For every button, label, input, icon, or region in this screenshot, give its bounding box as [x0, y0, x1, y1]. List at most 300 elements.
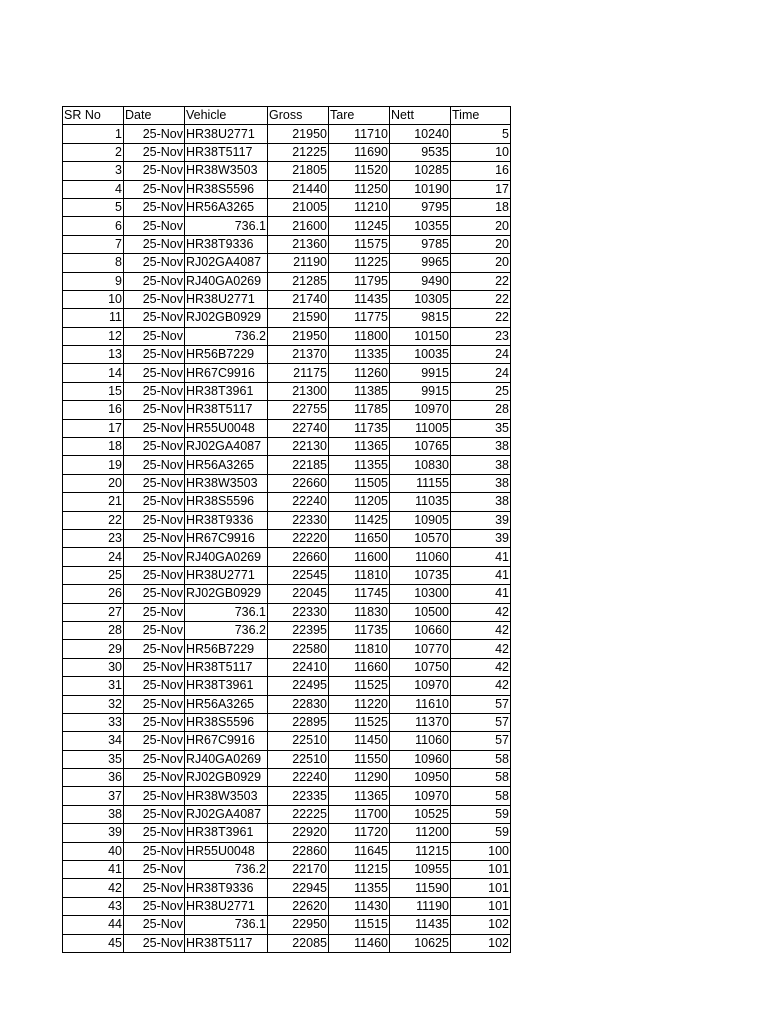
- tare-cell: 11260: [329, 364, 390, 382]
- table-row: [63, 438, 511, 456]
- sr-no-cell: 7: [63, 235, 124, 253]
- nett-cell: 10905: [390, 511, 451, 529]
- tare-cell: 11290: [329, 769, 390, 787]
- gross-cell: 21360: [268, 235, 329, 253]
- sr-no-cell: 33: [63, 713, 124, 731]
- time-cell: 42: [451, 677, 511, 695]
- vehicle-cell: 736.2: [185, 621, 268, 639]
- tare-cell: 11745: [329, 585, 390, 603]
- time-cell: 22: [451, 272, 511, 290]
- sr-no-cell: 19: [63, 456, 124, 474]
- vehicle-cell: HR38S5596: [185, 713, 268, 731]
- vehicle-cell: RJ02GB0929: [185, 309, 268, 327]
- tare-cell: 11660: [329, 658, 390, 676]
- table-row: [63, 805, 511, 823]
- table-row: [63, 677, 511, 695]
- date-cell: 25-Nov: [124, 713, 185, 731]
- vehicle-cell: HR67C9916: [185, 529, 268, 547]
- time-cell: 101: [451, 879, 511, 897]
- header-nett: Nett: [390, 107, 451, 125]
- time-cell: 18: [451, 198, 511, 216]
- date-cell: 25-Nov: [124, 364, 185, 382]
- gross-cell: 21285: [268, 272, 329, 290]
- table-row: [63, 566, 511, 584]
- gross-cell: 22225: [268, 805, 329, 823]
- sr-no-cell: 4: [63, 180, 124, 198]
- gross-cell: 21600: [268, 217, 329, 235]
- sr-no-cell: 2: [63, 143, 124, 161]
- nett-cell: 11155: [390, 474, 451, 492]
- sr-no-cell: 39: [63, 824, 124, 842]
- gross-cell: 21370: [268, 346, 329, 364]
- vehicle-cell: RJ02GB0929: [185, 585, 268, 603]
- tare-cell: 11550: [329, 750, 390, 768]
- sr-no-cell: 15: [63, 382, 124, 400]
- date-cell: 25-Nov: [124, 180, 185, 198]
- nett-cell: 11590: [390, 879, 451, 897]
- tare-cell: 11775: [329, 309, 390, 327]
- nett-cell: 11190: [390, 897, 451, 915]
- vehicle-cell: HR38W3503: [185, 787, 268, 805]
- vehicle-cell: 736.1: [185, 916, 268, 934]
- gross-cell: 22945: [268, 879, 329, 897]
- table-row: [63, 290, 511, 308]
- time-cell: 42: [451, 640, 511, 658]
- gross-cell: 22895: [268, 713, 329, 731]
- gross-cell: 22495: [268, 677, 329, 695]
- table-row: [63, 548, 511, 566]
- header-tare: Tare: [329, 107, 390, 125]
- time-cell: 57: [451, 695, 511, 713]
- tare-cell: 11460: [329, 934, 390, 952]
- vehicle-cell: HR38W3503: [185, 474, 268, 492]
- header-date: Date: [124, 107, 185, 125]
- gross-cell: 21300: [268, 382, 329, 400]
- tare-cell: 11355: [329, 879, 390, 897]
- date-cell: 25-Nov: [124, 254, 185, 272]
- gross-cell: 21740: [268, 290, 329, 308]
- sr-no-cell: 24: [63, 548, 124, 566]
- nett-cell: 10525: [390, 805, 451, 823]
- gross-cell: 22580: [268, 640, 329, 658]
- tare-cell: 11220: [329, 695, 390, 713]
- gross-cell: 22920: [268, 824, 329, 842]
- date-cell: 25-Nov: [124, 750, 185, 768]
- date-cell: 25-Nov: [124, 217, 185, 235]
- time-cell: 42: [451, 658, 511, 676]
- gross-cell: 22740: [268, 419, 329, 437]
- tare-cell: 11645: [329, 842, 390, 860]
- time-cell: 42: [451, 621, 511, 639]
- vehicle-cell: HR55U0048: [185, 419, 268, 437]
- gross-cell: 21805: [268, 162, 329, 180]
- vehicle-cell: HR38U2771: [185, 125, 268, 143]
- date-cell: 25-Nov: [124, 419, 185, 437]
- time-cell: 39: [451, 511, 511, 529]
- time-cell: 101: [451, 897, 511, 915]
- table-row: [63, 474, 511, 492]
- vehicle-cell: HR67C9916: [185, 364, 268, 382]
- nett-cell: 10970: [390, 401, 451, 419]
- nett-cell: 10305: [390, 290, 451, 308]
- vehicle-cell: HR56B7229: [185, 640, 268, 658]
- time-cell: 28: [451, 401, 511, 419]
- time-cell: 41: [451, 566, 511, 584]
- gross-cell: 22410: [268, 658, 329, 676]
- nett-cell: 10625: [390, 934, 451, 952]
- table-row: [63, 180, 511, 198]
- sr-no-cell: 31: [63, 677, 124, 695]
- date-cell: 25-Nov: [124, 805, 185, 823]
- date-cell: 25-Nov: [124, 438, 185, 456]
- gross-cell: 21590: [268, 309, 329, 327]
- time-cell: 58: [451, 769, 511, 787]
- table-row: [63, 861, 511, 879]
- weighbridge-table: [62, 106, 511, 953]
- vehicle-cell: RJ02GA4087: [185, 805, 268, 823]
- sr-no-cell: 29: [63, 640, 124, 658]
- gross-cell: 22220: [268, 529, 329, 547]
- vehicle-cell: RJ02GA4087: [185, 438, 268, 456]
- date-cell: 25-Nov: [124, 732, 185, 750]
- nett-cell: 10970: [390, 677, 451, 695]
- tare-cell: 11205: [329, 493, 390, 511]
- table-row: [63, 272, 511, 290]
- vehicle-cell: HR38W3503: [185, 162, 268, 180]
- time-cell: 102: [451, 934, 511, 952]
- sr-no-cell: 14: [63, 364, 124, 382]
- sr-no-cell: 6: [63, 217, 124, 235]
- nett-cell: 10285: [390, 162, 451, 180]
- time-cell: 22: [451, 309, 511, 327]
- nett-cell: 11060: [390, 732, 451, 750]
- table-row: [63, 713, 511, 731]
- vehicle-cell: HR38T9336: [185, 879, 268, 897]
- tare-cell: 11700: [329, 805, 390, 823]
- table-row: [63, 621, 511, 639]
- tare-cell: 11430: [329, 897, 390, 915]
- nett-cell: 10190: [390, 180, 451, 198]
- nett-cell: 10660: [390, 621, 451, 639]
- vehicle-cell: HR38U2771: [185, 566, 268, 584]
- date-cell: 25-Nov: [124, 566, 185, 584]
- tare-cell: 11525: [329, 677, 390, 695]
- vehicle-cell: RJ40GA0269: [185, 272, 268, 290]
- vehicle-cell: HR56A3265: [185, 456, 268, 474]
- date-cell: 25-Nov: [124, 474, 185, 492]
- sr-no-cell: 45: [63, 934, 124, 952]
- nett-cell: 10950: [390, 769, 451, 787]
- table-row: [63, 254, 511, 272]
- time-cell: 38: [451, 493, 511, 511]
- gross-cell: 21950: [268, 125, 329, 143]
- tare-cell: 11650: [329, 529, 390, 547]
- gross-cell: 22510: [268, 750, 329, 768]
- gross-cell: 22130: [268, 438, 329, 456]
- table-row: [63, 511, 511, 529]
- time-cell: 10: [451, 143, 511, 161]
- table-row: [63, 529, 511, 547]
- gross-cell: 22620: [268, 897, 329, 915]
- nett-cell: 10240: [390, 125, 451, 143]
- date-cell: 25-Nov: [124, 511, 185, 529]
- gross-cell: 22660: [268, 548, 329, 566]
- time-cell: 38: [451, 456, 511, 474]
- gross-cell: 22755: [268, 401, 329, 419]
- gross-cell: 22045: [268, 585, 329, 603]
- table-row: [63, 401, 511, 419]
- vehicle-cell: HR56A3265: [185, 198, 268, 216]
- gross-cell: 22185: [268, 456, 329, 474]
- time-cell: 24: [451, 346, 511, 364]
- vehicle-cell: HR38T3961: [185, 677, 268, 695]
- vehicle-cell: HR38T9336: [185, 235, 268, 253]
- date-cell: 25-Nov: [124, 529, 185, 547]
- nett-cell: 10035: [390, 346, 451, 364]
- vehicle-cell: HR38T5117: [185, 143, 268, 161]
- vehicle-cell: RJ40GA0269: [185, 750, 268, 768]
- time-cell: 41: [451, 585, 511, 603]
- time-cell: 22: [451, 290, 511, 308]
- sr-no-cell: 32: [63, 695, 124, 713]
- nett-cell: 11200: [390, 824, 451, 842]
- sr-no-cell: 13: [63, 346, 124, 364]
- sr-no-cell: 23: [63, 529, 124, 547]
- table-row: [63, 217, 511, 235]
- sr-no-cell: 38: [63, 805, 124, 823]
- nett-cell: 10960: [390, 750, 451, 768]
- tare-cell: 11365: [329, 787, 390, 805]
- gross-cell: 22085: [268, 934, 329, 952]
- time-cell: 59: [451, 805, 511, 823]
- table-row: [63, 879, 511, 897]
- time-cell: 20: [451, 254, 511, 272]
- vehicle-cell: HR38T5117: [185, 401, 268, 419]
- nett-cell: 10750: [390, 658, 451, 676]
- date-cell: 25-Nov: [124, 346, 185, 364]
- date-cell: 25-Nov: [124, 658, 185, 676]
- vehicle-cell: HR38U2771: [185, 897, 268, 915]
- vehicle-cell: HR38T5117: [185, 934, 268, 952]
- gross-cell: 21175: [268, 364, 329, 382]
- vehicle-cell: 736.2: [185, 861, 268, 879]
- gross-cell: 22660: [268, 474, 329, 492]
- tare-cell: 11365: [329, 438, 390, 456]
- tare-cell: 11245: [329, 217, 390, 235]
- gross-cell: 22950: [268, 916, 329, 934]
- table-row: [63, 364, 511, 382]
- gross-cell: 21190: [268, 254, 329, 272]
- nett-cell: 10955: [390, 861, 451, 879]
- time-cell: 38: [451, 438, 511, 456]
- table-row: [63, 916, 511, 934]
- tare-cell: 11575: [329, 235, 390, 253]
- sr-no-cell: 3: [63, 162, 124, 180]
- tare-cell: 11785: [329, 401, 390, 419]
- table-row: [63, 750, 511, 768]
- nett-cell: 9795: [390, 198, 451, 216]
- tare-cell: 11520: [329, 162, 390, 180]
- tare-cell: 11515: [329, 916, 390, 934]
- gross-cell: 22330: [268, 511, 329, 529]
- vehicle-cell: RJ02GB0929: [185, 769, 268, 787]
- date-cell: 25-Nov: [124, 290, 185, 308]
- gross-cell: 22545: [268, 566, 329, 584]
- date-cell: 25-Nov: [124, 769, 185, 787]
- date-cell: 25-Nov: [124, 143, 185, 161]
- table-row: [63, 382, 511, 400]
- vehicle-cell: HR38U2771: [185, 290, 268, 308]
- nett-cell: 9785: [390, 235, 451, 253]
- vehicle-cell: 736.1: [185, 217, 268, 235]
- time-cell: 100: [451, 842, 511, 860]
- table-row: [63, 235, 511, 253]
- time-cell: 5: [451, 125, 511, 143]
- sr-no-cell: 40: [63, 842, 124, 860]
- gross-cell: 21005: [268, 198, 329, 216]
- gross-cell: 21225: [268, 143, 329, 161]
- date-cell: 25-Nov: [124, 401, 185, 419]
- tare-cell: 11810: [329, 640, 390, 658]
- gross-cell: 22330: [268, 603, 329, 621]
- table-row: [63, 456, 511, 474]
- header-gross: Gross: [268, 107, 329, 125]
- gross-cell: 22395: [268, 621, 329, 639]
- nett-cell: 11215: [390, 842, 451, 860]
- date-cell: 25-Nov: [124, 640, 185, 658]
- tare-cell: 11830: [329, 603, 390, 621]
- date-cell: 25-Nov: [124, 456, 185, 474]
- time-cell: 20: [451, 235, 511, 253]
- vehicle-cell: HR56A3265: [185, 695, 268, 713]
- vehicle-cell: HR38S5596: [185, 493, 268, 511]
- tare-cell: 11355: [329, 456, 390, 474]
- header-vehicle: Vehicle: [185, 107, 268, 125]
- date-cell: 25-Nov: [124, 934, 185, 952]
- vehicle-cell: HR38S5596: [185, 180, 268, 198]
- sr-no-cell: 18: [63, 438, 124, 456]
- time-cell: 41: [451, 548, 511, 566]
- tare-cell: 11810: [329, 566, 390, 584]
- date-cell: 25-Nov: [124, 272, 185, 290]
- table-row: [63, 658, 511, 676]
- sr-no-cell: 41: [63, 861, 124, 879]
- vehicle-cell: HR38T3961: [185, 824, 268, 842]
- time-cell: 16: [451, 162, 511, 180]
- sr-no-cell: 5: [63, 198, 124, 216]
- nett-cell: 9915: [390, 382, 451, 400]
- table-row: [63, 143, 511, 161]
- vehicle-cell: 736.2: [185, 327, 268, 345]
- nett-cell: 10770: [390, 640, 451, 658]
- sr-no-cell: 26: [63, 585, 124, 603]
- tare-cell: 11210: [329, 198, 390, 216]
- nett-cell: 11370: [390, 713, 451, 731]
- tare-cell: 11800: [329, 327, 390, 345]
- table-row: [63, 897, 511, 915]
- time-cell: 59: [451, 824, 511, 842]
- tare-cell: 11225: [329, 254, 390, 272]
- table-row: [63, 327, 511, 345]
- date-cell: 25-Nov: [124, 548, 185, 566]
- table-row: [63, 603, 511, 621]
- vehicle-cell: 736.1: [185, 603, 268, 621]
- time-cell: 25: [451, 382, 511, 400]
- header-row: [63, 107, 511, 125]
- vehicle-cell: RJ02GA4087: [185, 254, 268, 272]
- date-cell: 25-Nov: [124, 824, 185, 842]
- sr-no-cell: 37: [63, 787, 124, 805]
- tare-cell: 11735: [329, 419, 390, 437]
- nett-cell: 9815: [390, 309, 451, 327]
- header-sr-no: SR No: [63, 107, 124, 125]
- header-time: Time: [451, 107, 511, 125]
- gross-cell: 22830: [268, 695, 329, 713]
- gross-cell: 21950: [268, 327, 329, 345]
- table-row: [63, 732, 511, 750]
- sr-no-cell: 1: [63, 125, 124, 143]
- date-cell: 25-Nov: [124, 842, 185, 860]
- vehicle-cell: RJ40GA0269: [185, 548, 268, 566]
- date-cell: 25-Nov: [124, 585, 185, 603]
- gross-cell: 22335: [268, 787, 329, 805]
- sr-no-cell: 22: [63, 511, 124, 529]
- vehicle-cell: HR67C9916: [185, 732, 268, 750]
- date-cell: 25-Nov: [124, 603, 185, 621]
- gross-cell: 22170: [268, 861, 329, 879]
- nett-cell: 10735: [390, 566, 451, 584]
- time-cell: 102: [451, 916, 511, 934]
- table-row: [63, 346, 511, 364]
- time-cell: 58: [451, 750, 511, 768]
- sr-no-cell: 16: [63, 401, 124, 419]
- tare-cell: 11385: [329, 382, 390, 400]
- nett-cell: 10150: [390, 327, 451, 345]
- time-cell: 38: [451, 474, 511, 492]
- tare-cell: 11215: [329, 861, 390, 879]
- tare-cell: 11795: [329, 272, 390, 290]
- tare-cell: 11505: [329, 474, 390, 492]
- gross-cell: 21440: [268, 180, 329, 198]
- table-row: [63, 695, 511, 713]
- vehicle-cell: HR38T5117: [185, 658, 268, 676]
- time-cell: 17: [451, 180, 511, 198]
- table-row: [63, 824, 511, 842]
- date-cell: 25-Nov: [124, 309, 185, 327]
- tare-cell: 11710: [329, 125, 390, 143]
- table-row: [63, 419, 511, 437]
- sr-no-cell: 43: [63, 897, 124, 915]
- vehicle-cell: HR55U0048: [185, 842, 268, 860]
- table-row: [63, 585, 511, 603]
- sr-no-cell: 10: [63, 290, 124, 308]
- sr-no-cell: 28: [63, 621, 124, 639]
- time-cell: 39: [451, 529, 511, 547]
- sr-no-cell: 12: [63, 327, 124, 345]
- tare-cell: 11435: [329, 290, 390, 308]
- nett-cell: 11035: [390, 493, 451, 511]
- nett-cell: 10970: [390, 787, 451, 805]
- nett-cell: 11060: [390, 548, 451, 566]
- nett-cell: 9535: [390, 143, 451, 161]
- date-cell: 25-Nov: [124, 162, 185, 180]
- sr-no-cell: 34: [63, 732, 124, 750]
- nett-cell: 9490: [390, 272, 451, 290]
- tare-cell: 11600: [329, 548, 390, 566]
- sr-no-cell: 27: [63, 603, 124, 621]
- tare-cell: 11335: [329, 346, 390, 364]
- date-cell: 25-Nov: [124, 677, 185, 695]
